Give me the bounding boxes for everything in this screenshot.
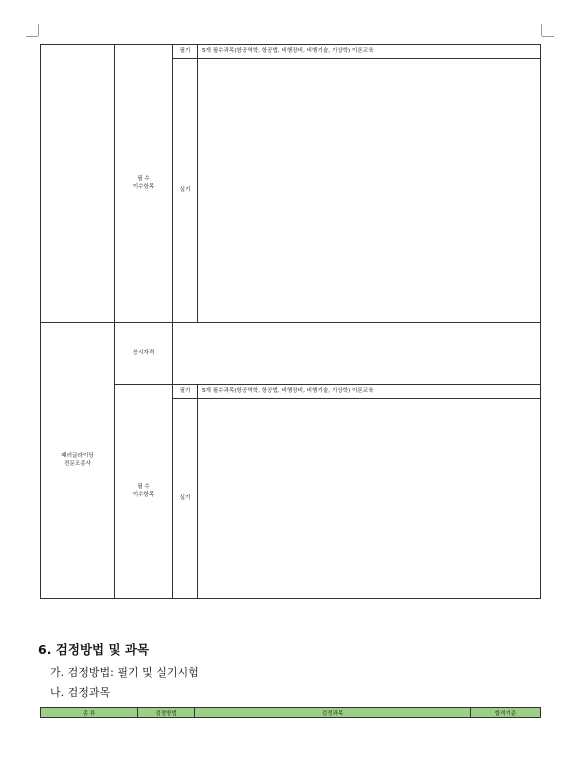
method-item: 가. 검정방법: 필기 및 실기시험	[50, 666, 199, 679]
kind-label: 실기	[179, 494, 191, 501]
column-header-method: 검정방법	[138, 708, 195, 718]
table-row	[41, 45, 541, 59]
content-cell	[198, 45, 541, 59]
subjects-header-table	[40, 707, 541, 718]
section-title: 6. 검정방법 및 과목	[38, 642, 150, 657]
subjects-item: 나. 검정과목	[50, 686, 111, 699]
kind-label: 실기	[179, 186, 191, 193]
table-header-row	[41, 708, 541, 718]
category-cell	[41, 45, 115, 323]
table-row	[41, 323, 541, 385]
column-header-subjects: 검정과목	[195, 708, 471, 718]
eligibility-label: 응시자격	[132, 349, 155, 356]
kind-label: 필기	[179, 47, 191, 54]
eligibility-label-cell	[115, 323, 173, 385]
content-cell	[198, 385, 541, 399]
kind-cell	[173, 45, 198, 59]
category-cell	[41, 323, 115, 599]
kind-cell	[173, 385, 198, 399]
sub-category-cell	[115, 45, 173, 323]
table-row	[41, 385, 541, 399]
kind-cell	[173, 399, 198, 599]
kind-cell	[173, 59, 198, 323]
eligibility-content-cell	[173, 323, 541, 385]
written-content: 5개 필수과목(항공역학, 항공법, 비행장비, 비행기술, 기상학) 이론교육	[202, 47, 374, 54]
sub-category-label: 필 수 이수항목	[132, 176, 155, 190]
crop-mark-right-h	[542, 36, 554, 37]
column-header-criteria: 합격기준	[471, 708, 541, 718]
kind-label: 필기	[179, 387, 191, 394]
written-content: 5개 필수과목(항공역학, 항공법, 비행장비, 비행기술, 기상학) 이론교육	[202, 387, 374, 394]
crop-mark-right	[541, 24, 542, 36]
content-cell	[198, 399, 541, 599]
crop-mark-left	[38, 24, 39, 36]
column-header-type: 종 류	[41, 708, 138, 718]
content-cell	[198, 59, 541, 323]
sub-category-cell	[115, 385, 173, 599]
category-label: 패러글라이딩 전문조종사	[61, 453, 94, 467]
sub-category-label: 필 수 이수항목	[132, 484, 155, 498]
crop-mark-left-h	[26, 36, 38, 37]
qualification-table	[40, 44, 541, 599]
